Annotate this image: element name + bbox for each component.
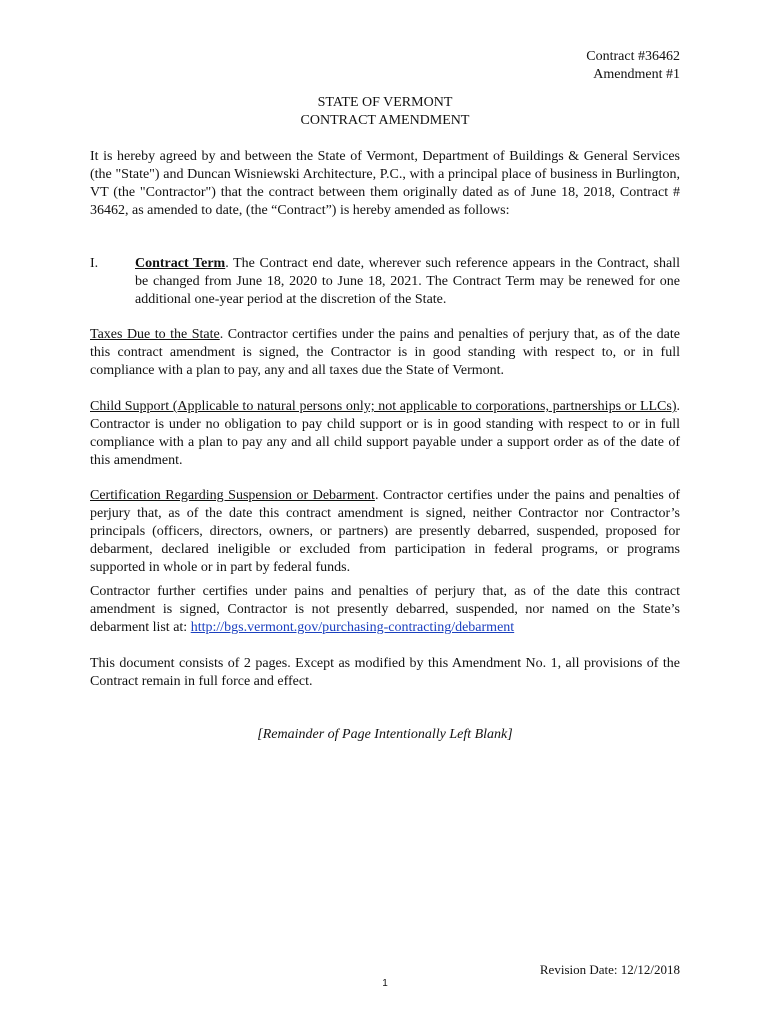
debarment-list-link[interactable]: http://bgs.vermont.gov/purchasing-contracting/debarment: [190, 620, 515, 635]
further-certification-paragraph: [90, 583, 680, 637]
document-title: [0, 94, 770, 130]
amendment-number: Amendment #1: [593, 67, 680, 82]
child-support-paragraph: [90, 398, 680, 470]
child-support-body: . Contractor is under no obligation to pay child support or is in good standing with respect to or in full compliance with a plan to pay any and all child support payable under a support order as of the date of this amendment.: [90, 399, 680, 468]
debarment-paragraph: [90, 487, 680, 577]
debarment-body: . Contractor certifies under the pains and penalties of perjury that, as of the date this contract amendment is signed, neither Contractor nor Contractor’s principals (officers, directors, owners, or partners) are presently debarred, suspended, proposed for debarment, declared ineligible or excluded from participation in federal programs, or programs supported in whole or in part by federal funds.: [90, 488, 680, 575]
section-1-paragraph: [135, 255, 680, 309]
title-line-2: CONTRACT AMENDMENT: [300, 113, 470, 128]
section-1-body: . The Contract end date, wherever such reference appears in the Contract, shall be changed from June 18, 2020 to June 18, 2021. The Contract Term may be renewed for one additional one-year period at the discretion of the State.: [135, 256, 680, 307]
contract-number: Contract #36462: [586, 49, 680, 64]
child-support-heading: Child Support (Applicable to natural persons only; not applicable to corporations, partnerships or LLCs): [90, 399, 677, 414]
revision-date: Revision Date: 12/12/2018: [539, 962, 680, 977]
remainder-note: [Remainder of Page Intentionally Left Blank]: [257, 727, 513, 742]
debarment-heading: Certification Regarding Suspension or Debarment: [90, 488, 375, 503]
section-1-heading: Contract Term: [135, 256, 226, 271]
taxes-body: . Contractor certifies under the pains and penalties of perjury that, as of the date this contract amendment is signed, the Contractor is in good standing with respect to, or in full compliance with a plan to pay, any and all taxes due the State of Vermont.: [90, 327, 680, 378]
closing-paragraph: This document consists of 2 pages. Except as modified by this Amendment No. 1, all provisions of the Contract remain in full force and effect.: [90, 656, 680, 689]
title-line-1: STATE OF VERMONT: [317, 95, 453, 110]
section-1-numeral: I.: [90, 256, 99, 271]
taxes-heading: Taxes Due to the State: [90, 327, 220, 342]
taxes-paragraph: [90, 326, 680, 380]
contract-header: [586, 48, 680, 84]
further-certification-body: Contractor further certifies under pains and penalties of perjury that, as of the date this contract amendment is signed, Contractor is not presently debarred, suspended, nor named on the State’s debarment list at:: [90, 584, 680, 635]
page-number: 1: [382, 978, 388, 989]
intro-paragraph: It is hereby agreed by and between the State of Vermont, Department of Buildings & General Services (the "State") and Duncan Wisniewski Architecture, P.C., with a principal place of business in Burlington, VT (the "Contractor") that the contract between them originally dated as of June 18, 2018, Contract # 36462, as amended to date, (the “Contract”) is hereby amended as follows:: [90, 149, 680, 218]
